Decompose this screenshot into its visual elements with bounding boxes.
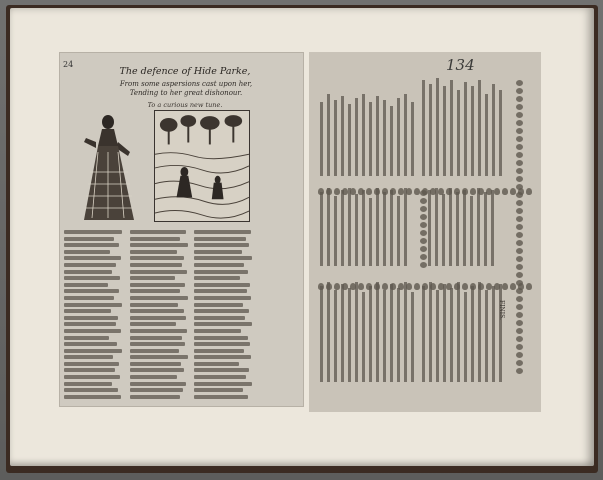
woodcut-park-scene [154,110,250,222]
folio-number-right: 134 [446,56,475,74]
sideways-ballad-text [312,60,517,405]
ornament-column-right [516,80,524,376]
ballad-text-column-2 [130,230,192,400]
woodcut-woman-figure [78,112,146,224]
folio-number-left: 24 [63,60,74,69]
ballad-subtitle [96,80,276,98]
ballad-text-column-3 [194,230,256,400]
tune-line: To a curious new tune. [147,101,223,109]
subtitle-line-1: From some aspersions cast upon her, [119,80,253,88]
subtitle-line-2: Tending to her great dishonour. [129,89,243,97]
ballad-text-column-1 [64,230,126,400]
finis-mark: FINIS. [498,300,505,320]
ballad-title: The defence of Hide Parke, [119,66,251,77]
